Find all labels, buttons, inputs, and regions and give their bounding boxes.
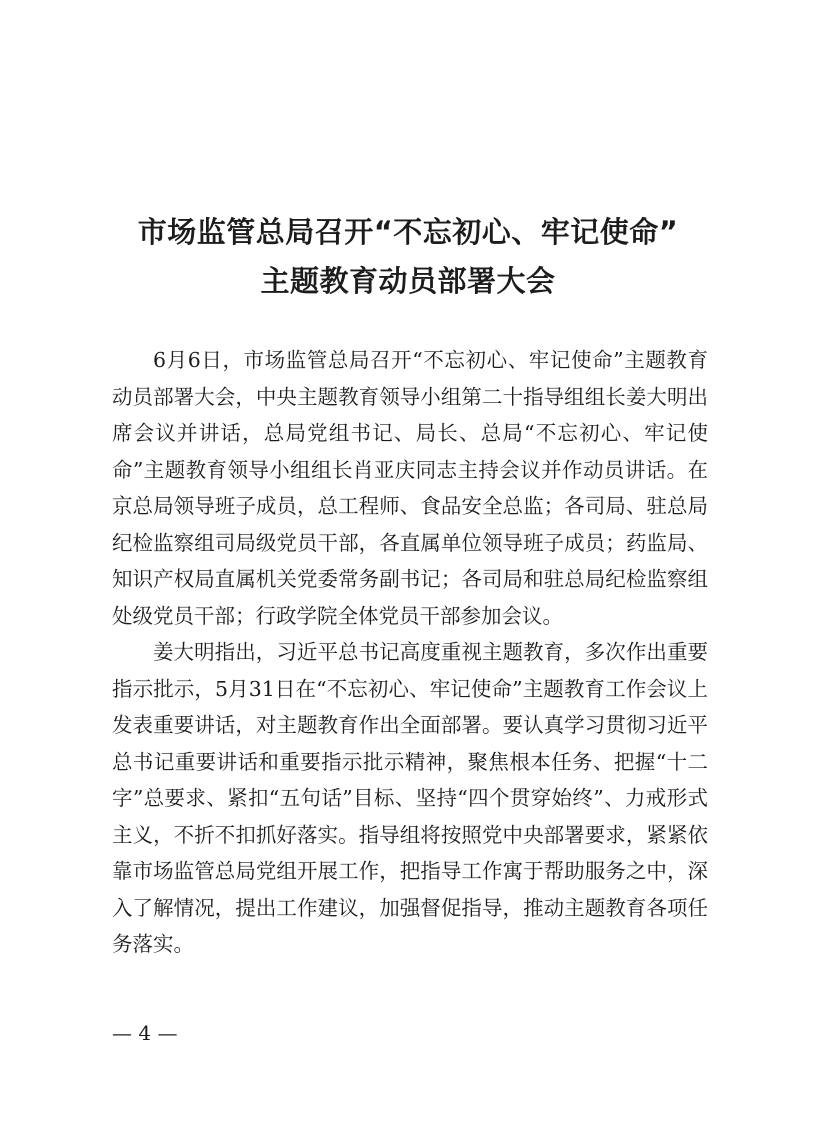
document-body — [112, 342, 708, 963]
page-number: — 4 — — [112, 1021, 178, 1045]
document-title-line-1: 市场监管总局召开“不忘初心、牢记使命” — [137, 215, 679, 249]
paragraph: 6月6日，市场监管总局召开“不忘初心、牢记使命”主题教育动员部署大会，中央主题教育领导小组第二十指导组组长姜大明出席会议并讲话，总局党组书记、局长、总局“不忘初心、牢记使命”主题教育领导小组组长肖亚庆同志主持会议并作动员讲话。在京总局领导班子成员，总工程师、食品安全总监；各司局、驻总局纪检监察组司局级党员干部，各直属单位领导班子成员；药监局、知识产权局直属机关党委常务副书记；各司局和驻总局纪检监察组处级党员干部；行政学院全体党员干部参加会议。 — [112, 348, 708, 628]
paragraph: 姜大明指出，习近平总书记高度重视主题教育，多次作出重要指示批示，5月31日在“不忘初心、牢记使命”主题教育工作会议上发表重要讲话，对主题教育作出全面部署。要认真学习贯彻习近平总书记重要讲话和重要指示批示精神，聚焦根本任务、把握“十二字”总要求、紧扣“五句话”目标、坚持“四个贯穿始终”、力戒形式主义，不折不扣抓好落实。指导组将按照党中央部署要求，紧紧依靠市场监管总局党组开展工作，把指导工作寓于帮助服务之中，深入了解情况，提出工作建议，加强督促指导，推动主题教育各项任务落实。 — [112, 640, 708, 956]
document-title-line-2: 主题教育动员部署大会 — [260, 264, 556, 298]
